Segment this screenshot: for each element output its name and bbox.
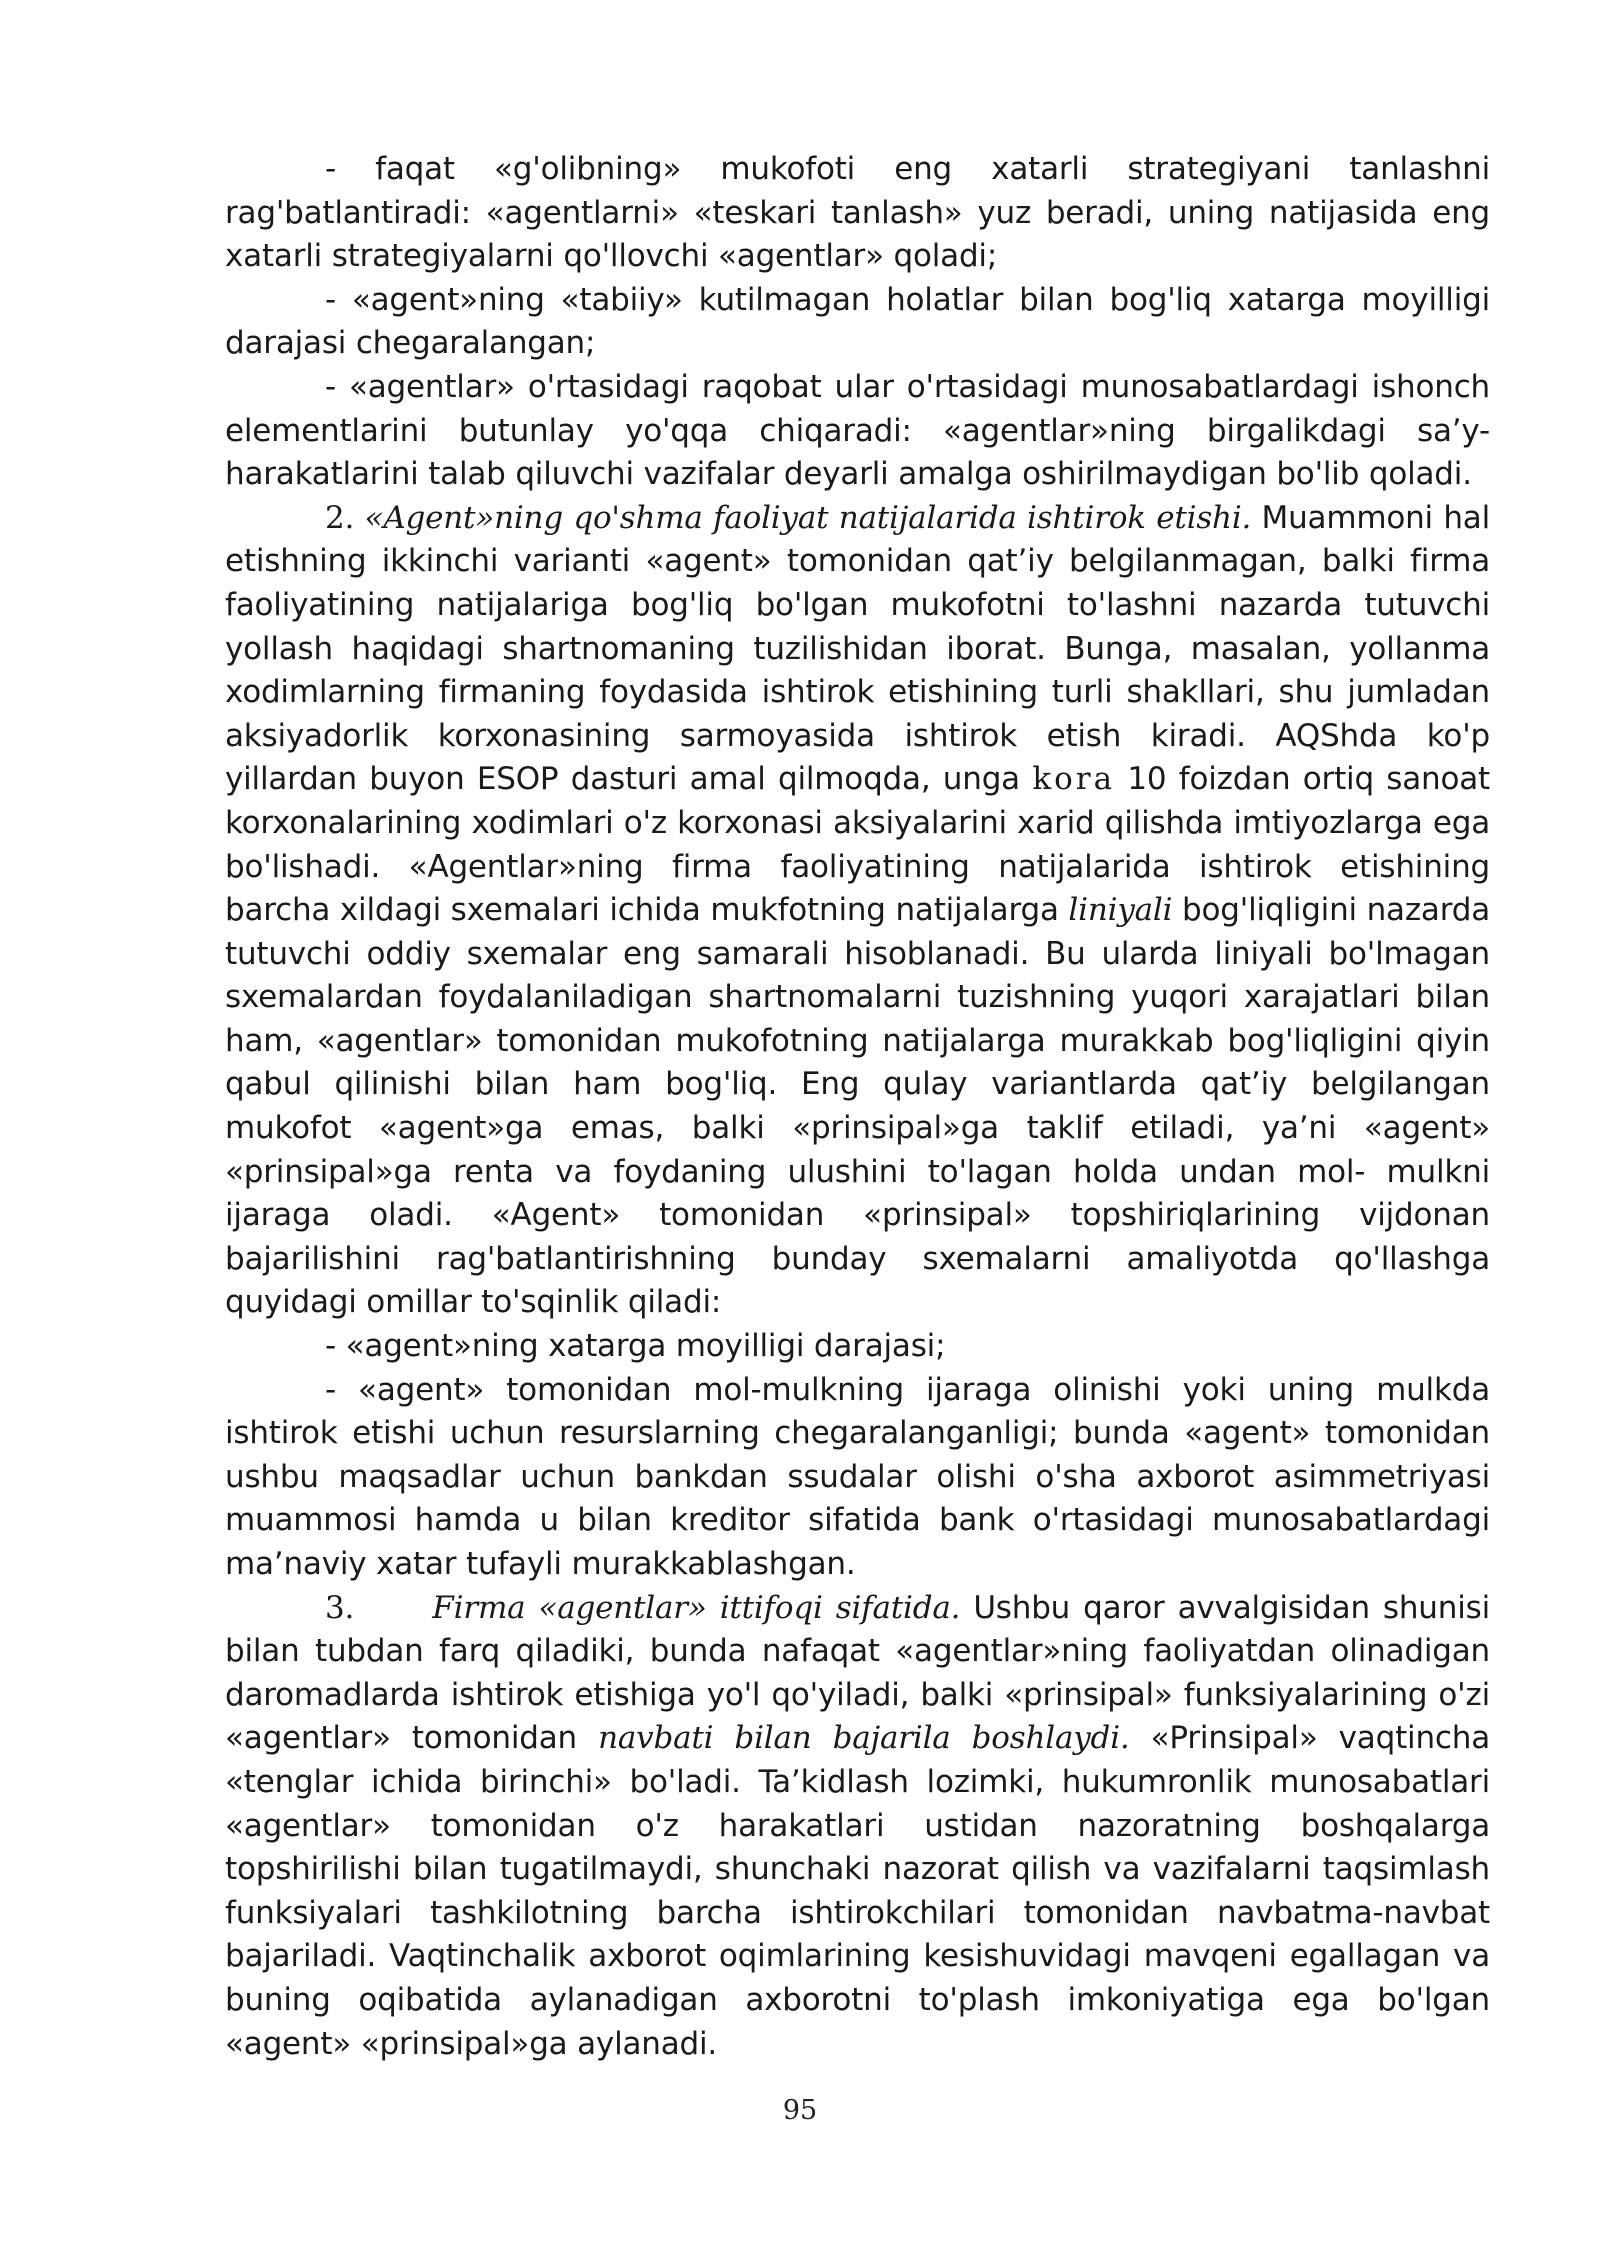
numbered-paragraph-3 xyxy=(225,1587,1490,2067)
bullet-paragraph-4: - «agent»ning xatarga moyilligi darajasi; xyxy=(325,1328,946,1365)
section-heading: Firma «agentlar» ittifoqi sifatida. xyxy=(432,1589,961,1626)
page-number: 95 xyxy=(782,2095,818,2126)
bullet-paragraph-5: - «agent» tomonidan mol-mulkning ijaraga olinishi yoki uning mulkda ishtirok etishi uchun resurslarning chegaralanganligi; bunda «agent» tomonidan ushbu maqsadlar uchun bankdan ssudalar olishi o'sha axborot asimmetriyasi muammosi hamda u bilan kreditor sifatida bank o'rtasidagi munosabatlardagi ma’naviy xatar tufayli murakkablashgan. xyxy=(225,1371,1490,1582)
section-heading: «Agent»ning qo'shma faoliyat natijalarida ishtirok etishi. xyxy=(364,499,1252,536)
paragraph-text: bog'liqligini nazarda tutuvchi oddiy sxemalar eng samarali hisoblanadi. Bu ularda liniyali bo'lmagan sxemalardan foydalaniladigan shartnomalarni tuzishning yuqori xarajatlari bilan ham, «agentlar» tomonidan mukofotning natijalarga murakkab bog'liqligini qiyin qabul qilinishi bilan ham bog'liq. Eng qulay variantlarda qat’iy belgilangan mukofot «agent»ga emas, balki «prinsipal»ga taklif etiladi, ya’ni «agent» «prinsipal»ga renta va foydaning ulushini to'lagan holda undan mol- mulkni ijaraga oladi. «Agent» tomonidan «prinsipal» topshiriqlarining vijdonan bajarilishini rag'batlantirishning bunday sxemalarni amaliyotda qo'llashga quyidagi omillar to'sqinlik qiladi: xyxy=(225,892,1490,1321)
inline-word: kora xyxy=(1032,761,1116,798)
paragraph-text: Ushbu qaror avvalgisidan shunisi bilan tubdan farq qiladiki, bunda nafaqat «agentlar»ning faoliyatdan olinadigan daromadlarda ishtirok etishiga yo'l qo'yiladi, balki «prinsipal» funksiyalarining o'zi «agentlar» tomonidan xyxy=(225,1589,1490,1757)
paragraph-text: «Prinsipal» vaqtincha «tenglar ichida birinchi» bo'ladi. Ta’kidlash lozimki, hukumronlik munosabatlari «agentlar» tomonidan o'z harakatlari ustidan nazoratning boshqalarga topshirilishi bilan tugatilmaydi, shunchaki nazorat qilish va vazifalarni taqsimlash funksiyalari tashkilotning barcha ishtirokchilari tomonidan navbatma-navbat bajariladi. Vaqtinchalik axborot oqimlarining kesishuvidagi mavqeni egallagan va buning oqibatida aylanadigan axborotni to'plash imkoniyatiga ega bo'lgan «agent» «prinsipal»ga aylanadi. xyxy=(225,1720,1490,2062)
italic-phrase: navbati bilan bajarila boshlaydi. xyxy=(598,1720,1130,1757)
numbered-paragraph-2 xyxy=(225,497,1490,1325)
italic-word: liniyali xyxy=(1068,892,1173,929)
bullet-paragraph-3: - «agentlar» o'rtasidagi raqobat ular o'rtasidagi munosabatlardagi ishonch elementlarini butunlay yo'qqa chiqaradi: «agentlar»ning birgalikdagi sa’y-harakatlarini talab qiluvchi vazifalar deyarli amalga oshirilmaydigan bo'lib qoladi. xyxy=(225,368,1490,493)
bullet-paragraph-2: - «agent»ning «tabiiy» kutilmagan holatlar bilan bog'liq xatarga moyilligi darajasi chegaralangan; xyxy=(225,281,1490,362)
paragraph-text: Muammoni hal etishning ikkinchi varianti «agent» tomonidan qat’iy belgilanmagan, balki firma faoliyatining natijalariga bog'liq bo'lgan mukofotni to'lashni nazarda tutuvchi yollash haqidagi shartnomaning tuzilishidan iborat. Bunga, masalan, yollanma xodimlarning firmaning foydasida ishtirok etishining turli shakllari, shu jumladan aksiyadorlik korxonasining sarmoyasida ishtirok etish kiradi. AQShda ko'p yillardan buyon ESOP dasturi amal qilmoqda, unga xyxy=(225,499,1490,798)
bullet-paragraph-1: - faqat «g'olibning» mukofoti eng xatarli strategiyani tanlashni rag'batlantiradi: «agentlarni» «teskari tanlash» yuz beradi, uning natijasida eng xatarli strategiyalarni qo'llovchi «agentlar» qoladi; xyxy=(225,151,1490,275)
paragraph-text: 10 foizdan ortiq sanoat korxonalarining xodimlari o'z korxonasi aksiyalarini xarid qilishda imtiyozlarga ega bo'lishadi. «Agentlar»ning firma faoliyatining natijalarida ishtirok etishining barcha xildagi sxemalari ichida mukfotning natijalarga xyxy=(225,761,1490,929)
section-number: 3. xyxy=(325,1589,355,1626)
section-number: 2. xyxy=(325,499,355,536)
body-text xyxy=(225,148,1490,2066)
